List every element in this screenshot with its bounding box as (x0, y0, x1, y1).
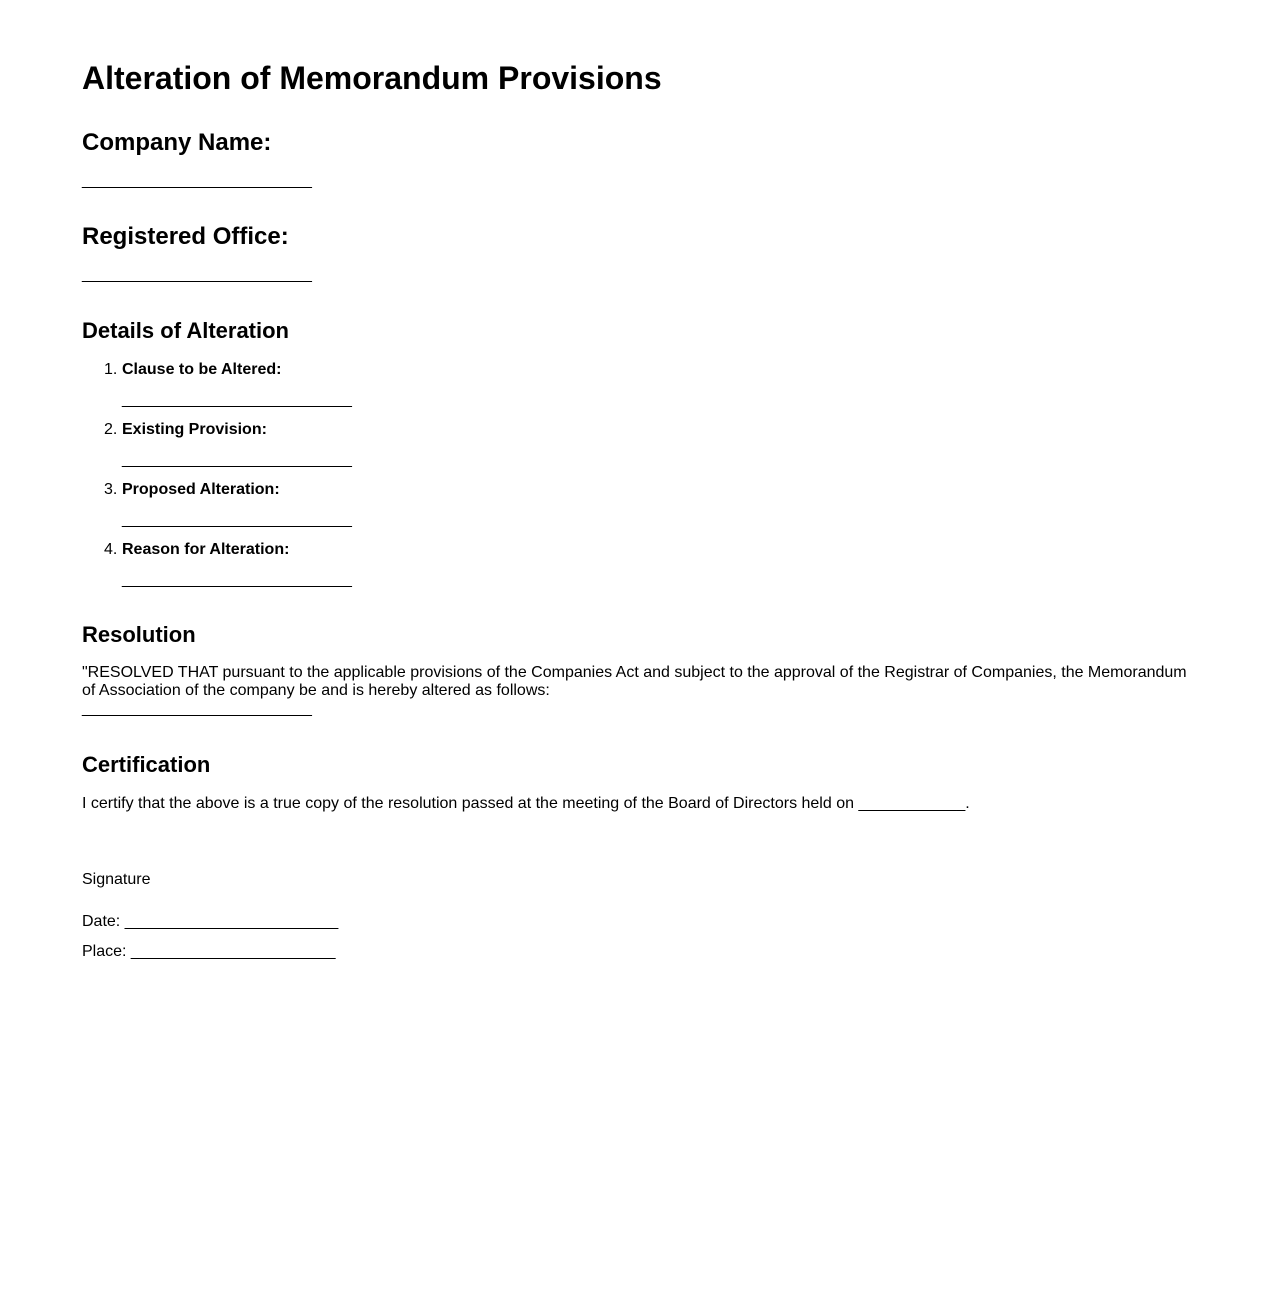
list-item (82, 361, 482, 411)
reason-label: Reason for Alteration: (122, 541, 290, 558)
company-name-label: Company Name: (82, 129, 272, 156)
details-heading: Details of Alteration (82, 318, 289, 343)
list-item (82, 481, 482, 531)
list-number: 1. (104, 361, 118, 378)
clause-label: Clause to be Altered: (122, 361, 282, 378)
list-number: 4. (104, 541, 118, 558)
document-title: Alteration of Memorandum Provisions (82, 60, 662, 96)
proposed-alteration-label: Proposed Alteration: (122, 481, 280, 498)
place-field[interactable]: Place: _______________________ (82, 943, 336, 960)
list-number: 2. (104, 421, 118, 438)
clause-blank[interactable]: ___________________________ (122, 391, 352, 408)
registered-office-label: Registered Office: (82, 223, 289, 250)
certification-heading: Certification (82, 752, 211, 777)
registered-office-blank[interactable]: ___________________________ (82, 266, 312, 283)
signature-label: Signature (82, 871, 151, 888)
resolution-text: "RESOLVED THAT pursuant to the applicable provisions of the Companies Act and subject to the approval of the Registrar of Companies, the Memorandum of Association of the company be and is hereby altered as follows: (82, 664, 1187, 699)
certification-text: I certify that the above is a true copy of the resolution passed at the meeting of the Board of Directors held on ____________. (82, 795, 970, 812)
list-item (82, 421, 482, 471)
date-field[interactable]: Date: ________________________ (82, 913, 339, 930)
existing-provision-label: Existing Provision: (122, 421, 267, 438)
resolution-blank[interactable]: ___________________________ (82, 700, 312, 717)
list-item (82, 541, 482, 591)
reason-blank[interactable]: ___________________________ (122, 571, 352, 588)
proposed-alteration-blank[interactable]: ___________________________ (122, 511, 352, 528)
company-name-blank[interactable]: ___________________________ (82, 172, 312, 189)
resolution-heading: Resolution (82, 622, 196, 647)
existing-provision-blank[interactable]: ___________________________ (122, 451, 352, 468)
list-number: 3. (104, 481, 118, 498)
